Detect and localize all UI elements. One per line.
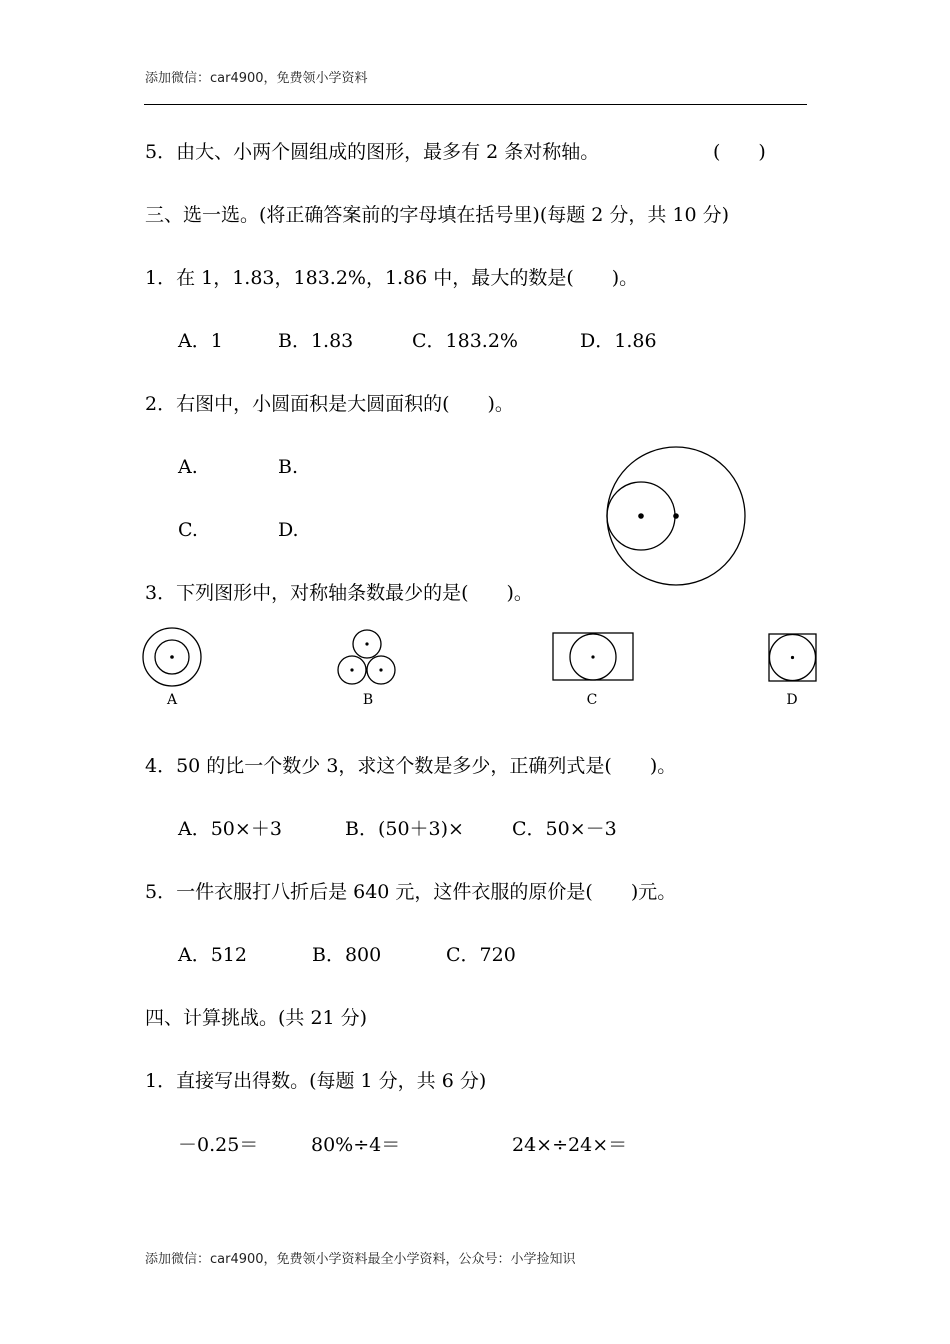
calc-item-2: 80%÷4＝ (311, 1134, 401, 1156)
q2-text: 2．右图中，小圆面积是大圆面积的( )。 (145, 393, 514, 415)
q2-option-d[interactable]: D. (278, 519, 299, 541)
tf-question-5: 5．由大、小两个圆组成的图形，最多有 2 条对称轴。 (145, 141, 600, 163)
figure-b (334, 628, 402, 688)
q5-text: 5．一件衣服打八折后是 640 元，这件衣服的原价是( )元。 (145, 881, 677, 903)
header-note: 添加微信：car4900，免费领小学资料 (145, 71, 368, 86)
q2-option-c[interactable]: C. (178, 519, 198, 541)
q1-option-d[interactable]: D．1.86 (580, 330, 657, 352)
q1-option-b[interactable]: B．1.83 (278, 330, 354, 352)
large-circle-center-dot (673, 513, 679, 519)
q1-option-c[interactable]: C．183.2% (412, 330, 518, 352)
figure-a-label: A (166, 692, 178, 708)
figure-b-label: B (362, 692, 374, 708)
figure-a (141, 626, 205, 690)
calc-item-3: 24×÷24×＝ (512, 1134, 628, 1156)
figure-d-label: D (786, 692, 798, 708)
q2-option-b[interactable]: B. (278, 456, 299, 478)
small-circle-center-dot (638, 513, 644, 519)
q5-option-c[interactable]: C．720 (446, 944, 516, 966)
section-4-title: 四、计算挑战。(共 21 分) (145, 1007, 368, 1029)
tf-answer-blank[interactable]: ( ) (713, 141, 766, 163)
s4-q1-text: 1．直接写出得数。(每题 1 分，共 6 分) (145, 1070, 487, 1092)
calc-item-1: －0.25＝ (178, 1134, 259, 1156)
q5-option-a[interactable]: A．512 (178, 944, 247, 966)
section-3-title: 三、选一选。(将正确答案前的字母填在括号里)(每题 2 分，共 10 分) (145, 204, 730, 226)
figure-c-label: C (586, 692, 598, 708)
header-rule (144, 104, 807, 105)
q2-circles-figure (600, 440, 750, 590)
q1-text: 1．在 1，1.83，183.2%，1.86 中，最大的数是( )。 (145, 267, 639, 289)
q4-option-c[interactable]: C．50×－3 (512, 818, 617, 840)
figure-c (552, 632, 636, 682)
q5-option-b[interactable]: B．800 (312, 944, 382, 966)
q2-option-a[interactable]: A. (178, 456, 198, 478)
q1-option-a[interactable]: A．1 (178, 330, 223, 352)
q4-option-b[interactable]: B．(50＋3)× (345, 818, 464, 840)
q4-text: 4．50 的比一个数少 3，求这个数是多少，正确列式是( )。 (145, 755, 677, 777)
q4-option-a[interactable]: A．50×＋3 (178, 818, 282, 840)
q3-text: 3．下列图形中，对称轴条数最少的是( )。 (145, 582, 533, 604)
footer-note: 添加微信：car4900，免费领小学资料最全小学资料，公众号：小学捡知识 (145, 1252, 576, 1267)
figure-d (768, 633, 820, 683)
